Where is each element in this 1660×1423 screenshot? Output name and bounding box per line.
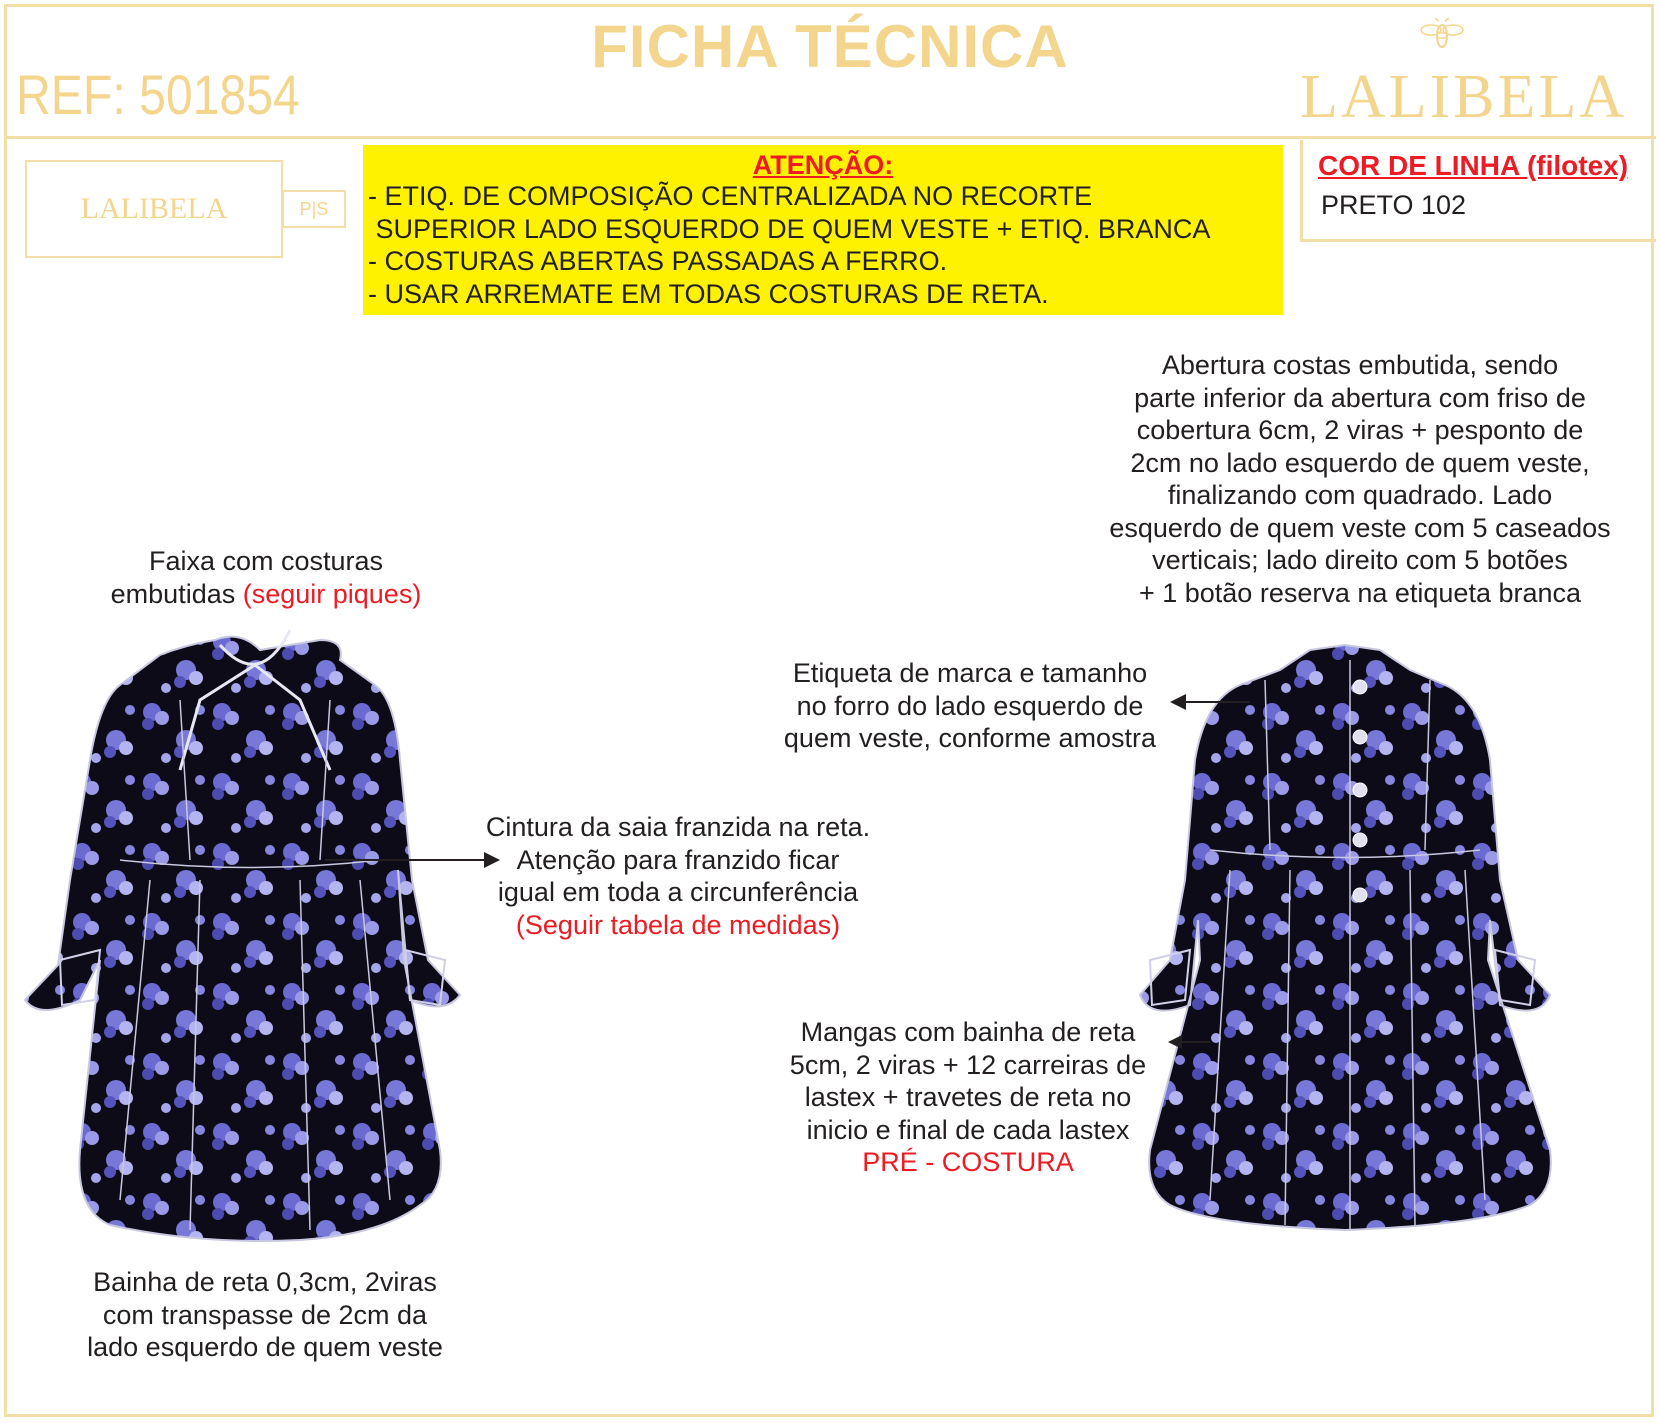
thread-value: PRETO 102 [1321,190,1467,220]
brand-logo: LALIBELA [1300,63,1628,131]
note-line: lado esquerdo de quem veste [87,1332,443,1362]
note-line: Etiqueta de marca e tamanho [792,658,1148,688]
note-line: Bainha de reta 0,3cm, 2viras [93,1267,437,1297]
attention-line: - COSTURAS ABERTAS PASSADAS A FERRO. [368,246,948,276]
attention-line: SUPERIOR LADO ESQUERDO DE QUEM VESTE + ETIQ. BRANCA [368,213,1211,244]
note-line: finalizando com quadrado. Lado [1167,480,1553,510]
note-red-line: PRÉ - COSTURA [862,1147,1074,1177]
button-icon [1353,783,1367,797]
note-line: com transpasse de 2cm da [102,1299,428,1330]
note-line: Atenção para franzido ficar [516,844,840,875]
note-line: + 1 botão reserva na etiqueta branca [1138,577,1582,608]
note-line: Faixa com costuras [148,546,384,576]
note-line: Cintura da saia franzida na reta. [485,812,871,842]
button-icon [1353,680,1367,694]
button-icon [1353,730,1367,744]
attention-heading: ATENÇÃO: [752,150,894,180]
note-text: embutidas [110,578,243,609]
front-dress-drawing [25,630,460,1241]
reference-number: REF: 501854 [16,63,300,126]
page-title: FICHA TÉCNICA [591,13,1069,80]
note-line: parte inferior da abertura com friso de [1134,382,1586,413]
back-dress-drawing [1140,645,1551,1230]
note-line: lastex + travetes de reta no [804,1082,1132,1112]
note-red-line: (Seguir tabela de medidas) [515,909,841,940]
button-icon [1353,833,1367,847]
note-line: Mangas com bainha de reta [800,1017,1136,1047]
attention-line: - USAR ARREMATE EM TODAS COSTURAS DE RETA. [368,278,1049,309]
note-line: no forro do lado esquerdo de [796,690,1144,721]
front-dress-body [25,637,460,1241]
brand-label: LALIBELA [25,160,283,258]
note-line: verticais; lado direito com 5 botões [1152,545,1568,575]
note-line: igual em toda a circunferência [497,877,859,907]
back-dress-body [1140,645,1551,1230]
note-red-text: (seguir piques) [242,578,422,609]
note-line: 5cm, 2 viras + 12 carreiras de [789,1049,1147,1080]
note-line: quem veste, conforme amostra [783,723,1157,753]
button-icon [1353,888,1367,902]
note-line: Abertura costas embutida, sendo [1161,350,1559,380]
note-line: 2cm no lado esquerdo de quem veste, [1130,447,1590,478]
note-line: inicio e final de cada lastex [806,1114,1130,1145]
note-line: esquerdo de quem veste com 5 caseados [1109,512,1611,543]
note-line: cobertura 6cm, 2 viras + pesponto de [1136,415,1584,445]
attention-line: - ETIQ. DE COMPOSIÇÃO CENTRALIZADA NO RECORTE [368,181,1093,211]
size-label: P|S [282,190,346,228]
thread-heading: COR DE LINHA (filotex) [1318,150,1629,181]
